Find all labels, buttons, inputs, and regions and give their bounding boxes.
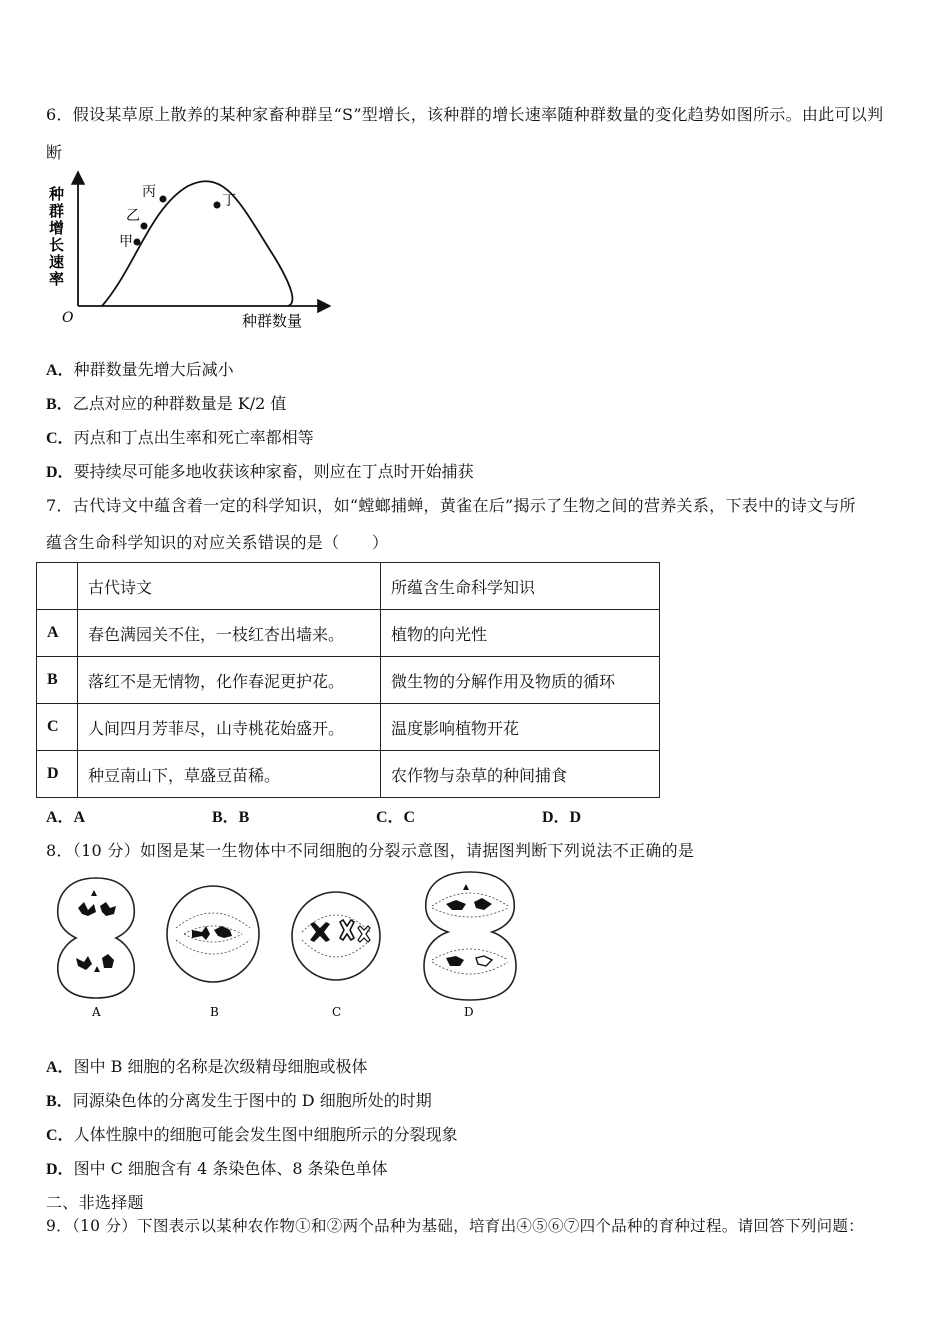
- q6-text-line1: 6．假设某草原上散养的某种家畜种群呈“S”型增长，该种群的增长速率随种群数量的变化趋势如图所示。由此可以判: [46, 105, 884, 124]
- table-cell: 温度影响植物开花: [381, 704, 660, 751]
- table-cell: 植物的向光性: [381, 610, 660, 657]
- table-row: [37, 704, 660, 751]
- point-ding: [214, 202, 221, 209]
- point-jia: [134, 239, 141, 246]
- cell-d: [424, 872, 516, 1000]
- q7-answer-c: C．C: [376, 809, 416, 826]
- table-cell: [37, 563, 78, 610]
- section-title: 二、非选择题: [46, 1193, 144, 1212]
- table-cell: 所蕴含生命科学知识: [381, 563, 660, 610]
- growth-rate-graph: [40, 168, 340, 333]
- cell-label-b: B: [210, 1005, 219, 1019]
- table-row: [37, 751, 660, 798]
- point-bing: [160, 196, 167, 203]
- table-header-row: [37, 563, 660, 610]
- q6-option-b: B．乙点对应的种群数量是 K/2 值: [46, 394, 287, 413]
- q6-text-line2: 断: [46, 143, 63, 162]
- point-yi: [141, 223, 148, 230]
- table-cell: C: [37, 704, 78, 751]
- table-cell: 春色满园关不住，一枝红杏出墙来。: [78, 610, 381, 657]
- table-cell: 种豆南山下，草盛豆苗稀。: [78, 751, 381, 798]
- label-ding: 丁: [222, 193, 236, 209]
- label-jia: 甲: [119, 234, 133, 250]
- table-row: [37, 610, 660, 657]
- table-cell: D: [37, 751, 78, 798]
- q8-text-line1: 8．（10 分）如图是某一生物体中不同细胞的分裂示意图，请据图判断下列说法不正确的是: [46, 841, 695, 860]
- table-cell: 农作物与杂草的种间捕食: [381, 751, 660, 798]
- origin-label: O: [62, 310, 74, 326]
- q8-option-b: B．同源染色体的分离发生于图中的 D 细胞所处的时期: [46, 1091, 432, 1110]
- cell-division-figure: [46, 868, 526, 1028]
- q8-option-a: A．图中 B 细胞的名称是次级精母细胞或极体: [46, 1057, 368, 1076]
- cell-label-c: C: [332, 1005, 342, 1019]
- table-cell: B: [37, 657, 78, 704]
- table-cell: 古代诗文: [78, 563, 381, 610]
- label-bing: 丙: [142, 184, 156, 200]
- q7-answer-d: D．D: [542, 809, 582, 826]
- x-axis-label: 种群数量: [242, 312, 303, 330]
- q8-option-c: C．人体性腺中的细胞可能会发生图中细胞所示的分裂现象: [46, 1125, 458, 1144]
- table-row: [37, 657, 660, 704]
- q8-option-d: D．图中 C 细胞含有 4 条染色体、8 条染色单体: [46, 1159, 388, 1178]
- q6-option-a: A．种群数量先增大后减小: [46, 360, 234, 379]
- poem-table: [36, 562, 660, 798]
- cell-b: [167, 886, 259, 982]
- table-cell: 落红不是无情物，化作春泥更护花。: [78, 657, 381, 704]
- table-cell: 人间四月芳菲尽，山寺桃花始盛开。: [78, 704, 381, 751]
- q7-text-line1: 7．古代诗文中蕴含着一定的科学知识，如“螳螂捕蝉，黄雀在后”揭示了生物之间的营养关系，下表中的诗文与所: [46, 496, 856, 515]
- q7-answer-a: A．A: [46, 809, 86, 826]
- q6-option-c: C．丙点和丁点出生率和死亡率都相等: [46, 428, 314, 447]
- cell-a: [58, 878, 134, 998]
- label-yi: 乙: [126, 208, 140, 224]
- cell-label-a: A: [92, 1005, 101, 1019]
- y-axis-label: 种群增长速率: [47, 186, 65, 288]
- table-cell: 微生物的分解作用及物质的循环: [381, 657, 660, 704]
- q6-option-d: D．要持续尽可能多地收获该种家畜，则应在丁点时开始捕获: [46, 462, 474, 481]
- table-cell: A: [37, 610, 78, 657]
- q9-text-line1: 9．（10 分）下图表示以某种农作物①和②两个品种为基础，培育出④⑤⑥⑦四个品种的育种过程。请回答下列问题：: [46, 1217, 864, 1235]
- cell-c: [292, 892, 380, 980]
- q7-text-line2: 蕴含生命科学知识的对应关系错误的是（ ）: [46, 533, 389, 552]
- cell-label-d: D: [464, 1005, 474, 1019]
- q7-answer-b: B．B: [212, 809, 250, 826]
